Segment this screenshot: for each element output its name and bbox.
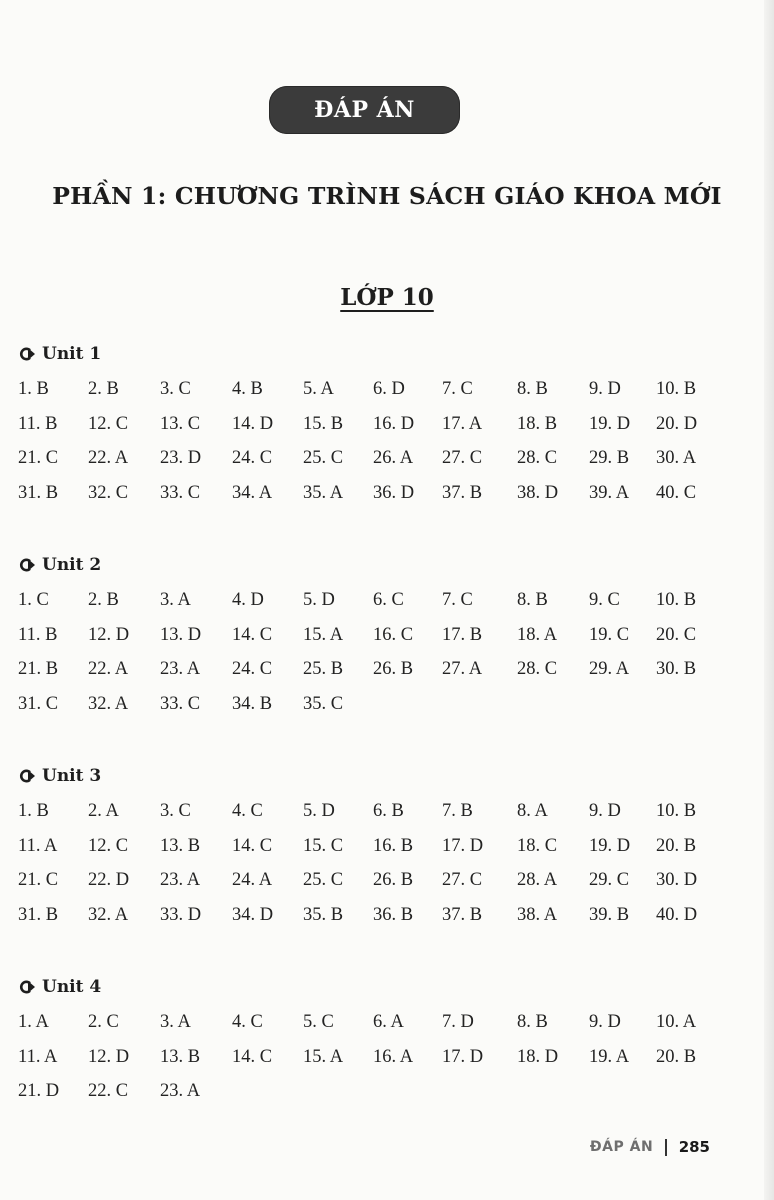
- answer-item: 6. D: [373, 379, 405, 399]
- answer-item: 20. B: [656, 1046, 697, 1067]
- curved-arrow-icon: [18, 769, 36, 783]
- answer-item: 34. D: [232, 904, 274, 925]
- answer-item: 1. A: [18, 1012, 49, 1032]
- answer-item: 35. B: [303, 904, 344, 925]
- answer-item: 10. A: [656, 1012, 697, 1032]
- unit-title: Unit 3: [42, 766, 102, 786]
- answer-item: 21. C: [18, 448, 59, 468]
- answer-item: 15. A: [303, 624, 344, 645]
- answer-item: 27. A: [442, 659, 483, 679]
- answer-item: 8. B: [517, 590, 548, 610]
- answer-item: 3. C: [160, 379, 191, 399]
- unit-title: Unit 2: [42, 555, 102, 575]
- answer-item: 23. A: [160, 659, 201, 679]
- answer-key-badge: ĐÁP ÁN: [269, 86, 460, 134]
- page-number: 285: [678, 1138, 710, 1156]
- answer-item: 16. A: [373, 1046, 414, 1067]
- answer-item: 3. C: [160, 801, 191, 821]
- curved-arrow-icon: [18, 558, 36, 572]
- answer-item: 32. A: [88, 904, 129, 925]
- page-edge: [764, 0, 774, 1200]
- answer-item: 29. B: [589, 448, 630, 468]
- answer-item: 23. D: [160, 448, 202, 468]
- unit-section: [18, 765, 738, 925]
- answer-item: 2. A: [88, 801, 119, 821]
- answer-item: 1. C: [18, 590, 49, 610]
- answer-item: 6. B: [373, 801, 404, 821]
- answer-item: 19. C: [589, 624, 630, 645]
- unit-title: Unit 4: [42, 977, 102, 997]
- answer-item: 31. B: [18, 904, 59, 925]
- answer-item: 1. B: [18, 379, 49, 399]
- answer-item: 21. C: [18, 870, 59, 890]
- answer-item: 40. C: [656, 482, 697, 503]
- answer-item: 13. D: [160, 624, 202, 645]
- answer-item: 18. C: [517, 835, 558, 856]
- answer-item: 14. C: [232, 1046, 273, 1067]
- answer-item: 33. C: [160, 482, 201, 503]
- answer-item: 20. D: [656, 413, 698, 434]
- answer-item: 18. D: [517, 1046, 559, 1067]
- answer-item: 26. B: [373, 659, 414, 679]
- answer-item: 10. B: [656, 801, 697, 821]
- unit-heading: [18, 343, 738, 365]
- answer-item: 22. D: [88, 870, 130, 890]
- answer-item: 11. A: [18, 1046, 58, 1067]
- answer-item: 15. B: [303, 413, 344, 434]
- unit-heading: [18, 554, 738, 576]
- answer-item: 4. C: [232, 801, 263, 821]
- answer-item: 28. C: [517, 659, 558, 679]
- answer-item: 31. B: [18, 482, 59, 503]
- answer-item: 16. B: [373, 835, 414, 856]
- unit-section: [18, 343, 738, 503]
- answer-item: 1. B: [18, 801, 49, 821]
- answer-item: 19. A: [589, 1046, 630, 1067]
- answer-item: 4. C: [232, 1012, 263, 1032]
- answer-item: 32. C: [88, 482, 129, 503]
- answer-item: 4. B: [232, 379, 263, 399]
- answer-item: 31. C: [18, 693, 59, 714]
- footer-divider: [665, 1139, 667, 1156]
- answer-item: 18. B: [517, 413, 558, 434]
- answer-item: 17. B: [442, 624, 483, 645]
- answer-item: 35. C: [303, 693, 344, 714]
- answer-item: 27. C: [442, 448, 483, 468]
- answer-item: 22. A: [88, 448, 129, 468]
- answer-item: 19. D: [589, 835, 631, 856]
- unit-heading: [18, 765, 738, 787]
- footer-label: ĐÁP ÁN: [589, 1139, 654, 1155]
- unit-section: [18, 976, 738, 1101]
- answer-item: 19. D: [589, 413, 631, 434]
- answer-item: 17. D: [442, 835, 484, 856]
- answer-item: 21. D: [18, 1081, 60, 1101]
- answer-item: 30. B: [656, 659, 697, 679]
- answer-item: 25. C: [303, 448, 344, 468]
- answer-item: 11. A: [18, 835, 58, 856]
- answer-item: 13. B: [160, 835, 201, 856]
- answer-item: 7. C: [442, 379, 473, 399]
- answer-item: 39. A: [589, 482, 630, 503]
- answer-item: 12. D: [88, 624, 130, 645]
- answer-item: 29. A: [589, 659, 630, 679]
- answer-item: 32. A: [88, 693, 129, 714]
- answer-item: 26. B: [373, 870, 414, 890]
- answer-item: 7. B: [442, 801, 473, 821]
- answer-item: 4. D: [232, 590, 264, 610]
- answer-item: 3. A: [160, 590, 191, 610]
- answer-item: 12. C: [88, 835, 129, 856]
- answer-item: 5. D: [303, 590, 335, 610]
- answer-item: 14. C: [232, 624, 273, 645]
- answer-item: 15. A: [303, 1046, 344, 1067]
- answer-item: 9. C: [589, 590, 620, 610]
- answer-item: 6. A: [373, 1012, 404, 1032]
- unit-section: [18, 554, 738, 714]
- answer-item: 26. A: [373, 448, 414, 468]
- answer-item: 2. B: [88, 590, 119, 610]
- answer-item: 23. A: [160, 870, 201, 890]
- answer-item: 23. A: [160, 1081, 201, 1101]
- answer-item: 25. B: [303, 659, 344, 679]
- answer-item: 2. B: [88, 379, 119, 399]
- answer-item: 7. D: [442, 1012, 474, 1032]
- answer-item: 38. D: [517, 482, 559, 503]
- answer-item: 28. C: [517, 448, 558, 468]
- answer-item: 36. D: [373, 482, 415, 503]
- answer-item: 16. C: [373, 624, 414, 645]
- answer-item: 7. C: [442, 590, 473, 610]
- answer-item: 5. C: [303, 1012, 334, 1032]
- answer-item: 40. D: [656, 904, 698, 925]
- answer-item: 17. A: [442, 413, 483, 434]
- answer-item: 9. D: [589, 379, 621, 399]
- answer-item: 8. B: [517, 1012, 548, 1032]
- answer-item: 15. C: [303, 835, 344, 856]
- answer-item: 20. B: [656, 835, 697, 856]
- answer-item: 9. D: [589, 1012, 621, 1032]
- answer-item: 2. C: [88, 1012, 119, 1032]
- curved-arrow-icon: [18, 347, 36, 361]
- answer-item: 25. C: [303, 870, 344, 890]
- unit-title: Unit 1: [42, 344, 102, 364]
- answer-item: 3. A: [160, 1012, 191, 1032]
- answer-item: 34. A: [232, 482, 273, 503]
- answer-item: 35. A: [303, 482, 344, 503]
- answer-item: 12. C: [88, 413, 129, 434]
- answer-item: 21. B: [18, 659, 59, 679]
- answer-item: 10. B: [656, 379, 697, 399]
- curved-arrow-icon: [18, 980, 36, 994]
- answer-item: 5. A: [303, 379, 334, 399]
- answer-item: 30. D: [656, 870, 698, 890]
- answer-item: 33. C: [160, 693, 201, 714]
- answer-item: 6. C: [373, 590, 404, 610]
- answer-item: 20. C: [656, 624, 697, 645]
- answer-item: 8. B: [517, 379, 548, 399]
- answer-item: 11. B: [18, 413, 58, 434]
- answer-item: 17. D: [442, 1046, 484, 1067]
- answer-item: 38. A: [517, 904, 558, 925]
- answer-item: 9. D: [589, 801, 621, 821]
- part-title: PHẦN 1: CHƯƠNG TRÌNH SÁCH GIÁO KHOA MỚI: [52, 182, 722, 210]
- answer-item: 22. C: [88, 1081, 129, 1101]
- answer-item: 39. B: [589, 904, 630, 925]
- answer-item: 24. A: [232, 870, 273, 890]
- answer-item: 24. C: [232, 659, 273, 679]
- answer-item: 34. B: [232, 693, 273, 714]
- answer-item: 33. D: [160, 904, 202, 925]
- answer-item: 8. A: [517, 801, 548, 821]
- answer-item: 14. D: [232, 413, 274, 434]
- unit-heading: [18, 976, 738, 998]
- answer-item: 5. D: [303, 801, 335, 821]
- answer-item: 30. A: [656, 448, 697, 468]
- answer-item: 37. B: [442, 482, 483, 503]
- answer-item: 27. C: [442, 870, 483, 890]
- answer-item: 13. C: [160, 413, 201, 434]
- answer-item: 29. C: [589, 870, 630, 890]
- answer-item: 18. A: [517, 624, 558, 645]
- answer-item: 13. B: [160, 1046, 201, 1067]
- answer-item: 28. A: [517, 870, 558, 890]
- answer-item: 37. B: [442, 904, 483, 925]
- answer-item: 11. B: [18, 624, 58, 645]
- page-footer: [590, 1138, 710, 1156]
- answer-item: 10. B: [656, 590, 697, 610]
- answer-item: 22. A: [88, 659, 129, 679]
- answer-item: 14. C: [232, 835, 273, 856]
- answer-item: 24. C: [232, 448, 273, 468]
- answer-item: 36. B: [373, 904, 414, 925]
- class-title: LỚP 10: [340, 284, 434, 311]
- answer-item: 12. D: [88, 1046, 130, 1067]
- answer-item: 16. D: [373, 413, 415, 434]
